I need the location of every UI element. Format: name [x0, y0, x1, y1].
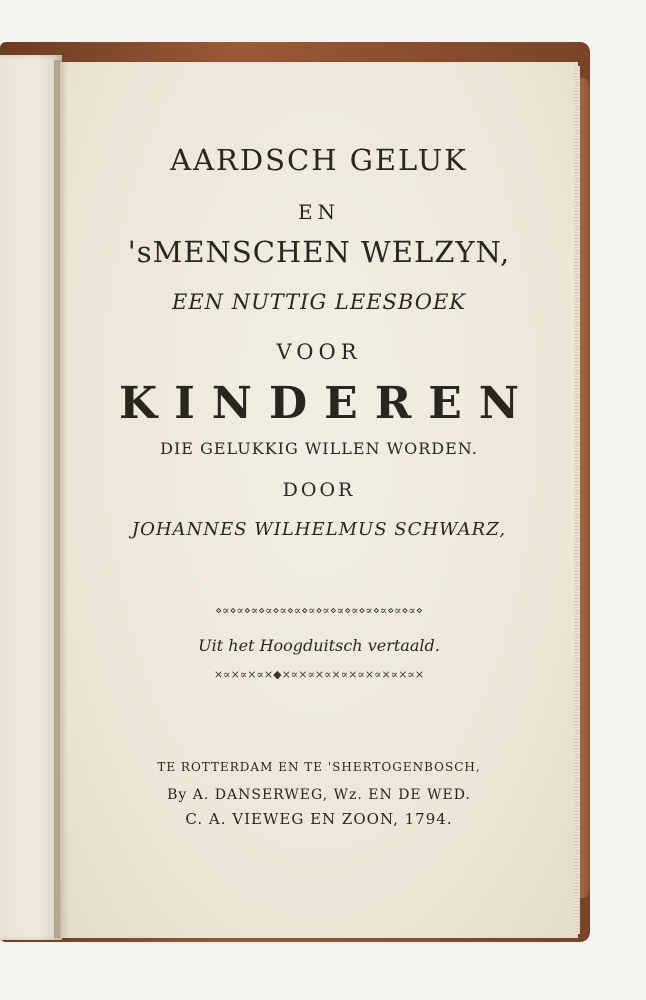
ornament-rule-bottom: ×∝×∝×∝×◆×∝×∝×∝×∝×∝×∝×∝×∝× [213, 668, 425, 681]
imprint-line-2: By A. DANSERWEG, Wz. EN DE WED. [167, 787, 471, 803]
imprint-line-1: TE ROTTERDAM EN TE 'SHERTOGENBOSCH, [157, 760, 481, 774]
title-line-2: EN [297, 200, 341, 224]
kinderen-line: KINDEREN [118, 378, 537, 429]
translation-note: Uit het Hoogduitsch vertaald. [198, 636, 440, 655]
voor-line: VOOR [276, 340, 362, 364]
door-line: DOOR [282, 479, 356, 501]
imprint-line-3: C. A. VIEWEG EN ZOON, 1794. [185, 810, 453, 828]
ornament-rule-top: ⋄∝⋄∝⋄∝⋄∝⋄∝⋄∝⋄∝⋄∝⋄∝⋄∝⋄∝⋄∝⋄∝⋄∝⋄ [215, 604, 423, 617]
title-line-1: AARDSCH GELUK [170, 143, 468, 177]
subtitle: EEN NUTTIG LEESBOEK [172, 290, 466, 314]
die-gelukkig-line: DIE GELUKKIG WILLEN WORDEN. [160, 439, 478, 458]
author-line: JOHANNES WILHELMUS SCHWARZ, [131, 519, 507, 540]
title-line-3: 'sMENSCHEN WELZYN, [127, 235, 511, 269]
facing-page [0, 55, 62, 940]
